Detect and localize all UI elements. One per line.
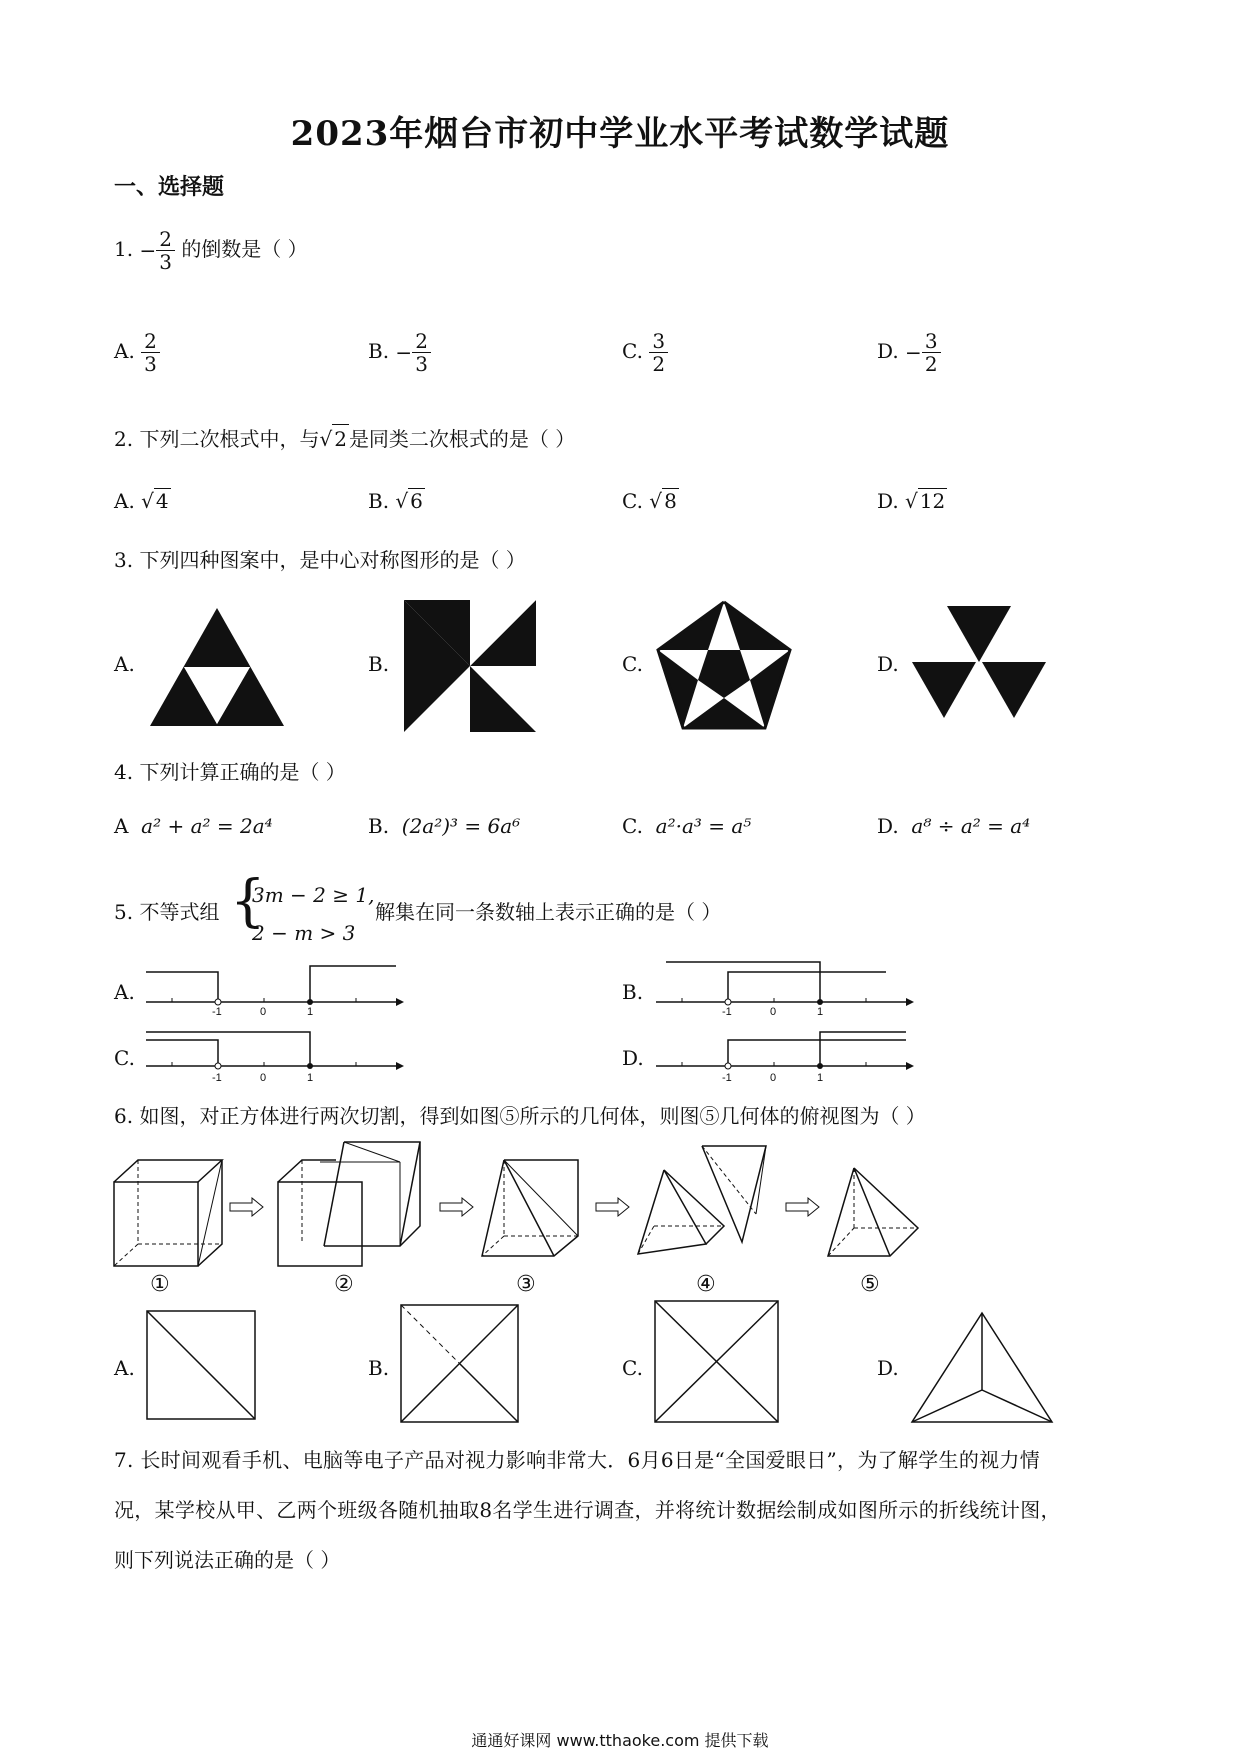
q1-number: 1. [114, 237, 134, 261]
q3-figure-d [912, 606, 1046, 722]
q2-option-b[interactable]: B. √ 6 [368, 489, 423, 513]
q5-option-b-label[interactable]: B. [622, 980, 644, 1004]
radicand: 4 [155, 489, 169, 513]
q5-system [252, 876, 374, 952]
option-expression: a⁸ ÷ a² = a⁴ [911, 814, 1031, 838]
figure-label: ④ [696, 1272, 716, 1297]
tick-label: 0 [770, 1006, 777, 1018]
q2-radical: 2 [332, 424, 349, 453]
radicand: 6 [410, 489, 423, 513]
q3-option-b-label[interactable]: B. [368, 652, 390, 676]
question-4: 4. 下列计算正确的是（ ） [114, 760, 346, 784]
arrow-icon [440, 1198, 474, 1216]
option-sign: − [905, 340, 922, 365]
q1-text: 的倒数是（ ） [181, 237, 308, 261]
q1-frac-num: 2 [156, 228, 175, 251]
frac-den: 2 [924, 352, 938, 376]
tick-label: 0 [260, 1006, 267, 1018]
q1-neg: − [139, 238, 157, 263]
q3-figure-a [150, 608, 284, 726]
q2-option-a[interactable]: A. √ 4 [114, 489, 169, 513]
q2-option-c[interactable]: C. √ 8 [622, 489, 677, 513]
figure-label: ⑤ [860, 1272, 880, 1297]
section-heading: 一、选择题 [114, 174, 225, 200]
q5-prefix: 5. 不等式组 [114, 900, 220, 924]
frac-num: 3 [922, 330, 941, 353]
tick-label: -1 [212, 1006, 222, 1018]
frac-den: 2 [652, 352, 666, 376]
option-label: D. [877, 489, 899, 513]
q6-option-d-label[interactable]: D. [877, 1356, 899, 1380]
tick-label: 0 [260, 1072, 267, 1084]
option-expression: a² + a² = 2a⁴ [141, 814, 273, 838]
question-2: 2. 下列二次根式中，与√ 2 是同类二次根式的是（ ） [114, 424, 575, 453]
q5-brace: { [230, 869, 266, 934]
frac-den: 3 [144, 352, 157, 376]
q5-suffix: 解集在同一条数轴上表示正确的是（ ） [375, 900, 722, 924]
q1-fraction [156, 228, 175, 273]
q5-numberline-a [146, 962, 406, 1022]
question-6: 6. 如图，对正方体进行两次切割，得到如图⑤所示的几何体，则图⑤几何体的俯视图为（ ） [114, 1104, 926, 1128]
q1-option-a[interactable] [114, 330, 160, 375]
q4-option-a[interactable] [114, 814, 273, 838]
radicand: 8 [664, 489, 677, 513]
footer: 通通好课网 www.tthaoke.com 提供下载 [471, 1731, 769, 1750]
option-label: C. [622, 339, 643, 363]
tick-label: 1 [307, 1072, 314, 1084]
option-fraction [922, 330, 941, 375]
tick-label: 1 [817, 1006, 824, 1018]
q4-option-b[interactable] [368, 814, 520, 838]
question-1 [114, 228, 308, 273]
tick-label: 1 [307, 1006, 314, 1018]
option-sign: − [395, 340, 413, 365]
q6-option-a-label[interactable]: A. [114, 1356, 135, 1380]
q6-option-a-figure [146, 1310, 258, 1422]
question-3: 3. 下列四种图案中，是中心对称图形的是（ ） [114, 548, 526, 572]
radicand: 12 [919, 489, 946, 513]
q1-frac-den: 3 [159, 250, 172, 274]
option-label: A. [114, 339, 135, 363]
arrow-icon [596, 1198, 630, 1216]
q5-line-2: 2 − m > 3 [252, 921, 356, 945]
option-fraction [141, 330, 160, 375]
question-7-line-3: 则下列说法正确的是（ ） [114, 1548, 341, 1572]
q2-option-d[interactable]: D. √ 12 [877, 489, 946, 513]
q1-option-b[interactable] [368, 330, 431, 375]
option-label: D. [877, 339, 899, 363]
q6-figure-3 [480, 1158, 580, 1258]
frac-num: 3 [649, 330, 668, 353]
q6-figure-5 [826, 1166, 920, 1258]
arrow-icon [786, 1198, 820, 1216]
tick-label: -1 [212, 1072, 222, 1084]
figure-label: ② [334, 1272, 354, 1297]
option-label: B. [368, 489, 390, 513]
q5-option-c-label[interactable]: C. [114, 1046, 135, 1070]
frac-den: 3 [415, 352, 428, 376]
tick-label: 0 [770, 1072, 777, 1084]
option-fraction [649, 330, 668, 375]
question-7-line-1: 7. 长时间观看手机、电脑等电子产品对视力影响非常大．6月6日是“全国爱眼日”，为了解学生的视力情 [114, 1448, 1041, 1472]
q6-figure-4 [636, 1146, 772, 1266]
q6-figure-1-cube [112, 1158, 222, 1268]
q4-option-d[interactable] [877, 814, 1030, 838]
q6-option-b-figure [400, 1304, 520, 1424]
page-title: 2023年烟台市初中学业水平考试数学试题 [290, 114, 950, 154]
option-label: B. [368, 339, 390, 363]
q5-numberline-d [656, 1030, 918, 1080]
q1-option-d[interactable] [877, 330, 941, 375]
q6-figure-2 [276, 1140, 426, 1270]
q2-prefix: 2. 下列二次根式中，与 [114, 427, 320, 451]
q4-option-c[interactable] [622, 814, 751, 838]
q3-option-d-label[interactable]: D. [877, 652, 899, 676]
option-expression: (2a²)³ = 6a⁶ [401, 814, 521, 838]
option-expression: a²·a³ = a⁵ [655, 814, 752, 838]
q5-line-1: 3m − 2 ≥ 1, [252, 883, 375, 907]
arrow-icon [230, 1198, 264, 1216]
option-label: B. [368, 814, 390, 838]
q3-figure-c [656, 600, 792, 732]
q5-numberline-b [656, 960, 918, 1022]
figure-label: ③ [516, 1272, 536, 1297]
q5-numberline-c [146, 1030, 406, 1080]
option-label: C. [622, 814, 643, 838]
q6-option-d-figure [910, 1312, 1054, 1424]
q6-option-c-figure [654, 1300, 780, 1424]
q3-option-a-label[interactable]: A. [114, 652, 135, 676]
figure-label: ① [150, 1272, 170, 1297]
q3-figure-b [404, 600, 536, 732]
option-fraction [412, 330, 431, 375]
tick-label: -1 [722, 1006, 732, 1018]
q1-option-c[interactable] [622, 330, 668, 375]
frac-num: 2 [141, 330, 160, 353]
tick-label: 1 [817, 1072, 824, 1084]
option-label: D. [877, 814, 899, 838]
q6-option-c-label[interactable]: C. [622, 1356, 643, 1380]
q3-option-c-label[interactable]: C. [622, 652, 643, 676]
q2-suffix: 是同类二次根式的是（ ） [348, 427, 576, 451]
q6-option-b-label[interactable]: B. [368, 1356, 390, 1380]
option-label: C. [622, 489, 643, 513]
option-label: A [114, 814, 129, 838]
q5-option-a-label[interactable]: A. [114, 980, 135, 1004]
option-label: A. [114, 489, 135, 513]
q5-option-d-label[interactable]: D. [622, 1046, 644, 1070]
tick-label: -1 [722, 1072, 732, 1084]
frac-num: 2 [412, 330, 431, 353]
question-7-line-2: 况，某学校从甲、乙两个班级各随机抽取8名学生进行调查，并将统计数据绘制成如图所示的折线统计图， [114, 1498, 1061, 1522]
